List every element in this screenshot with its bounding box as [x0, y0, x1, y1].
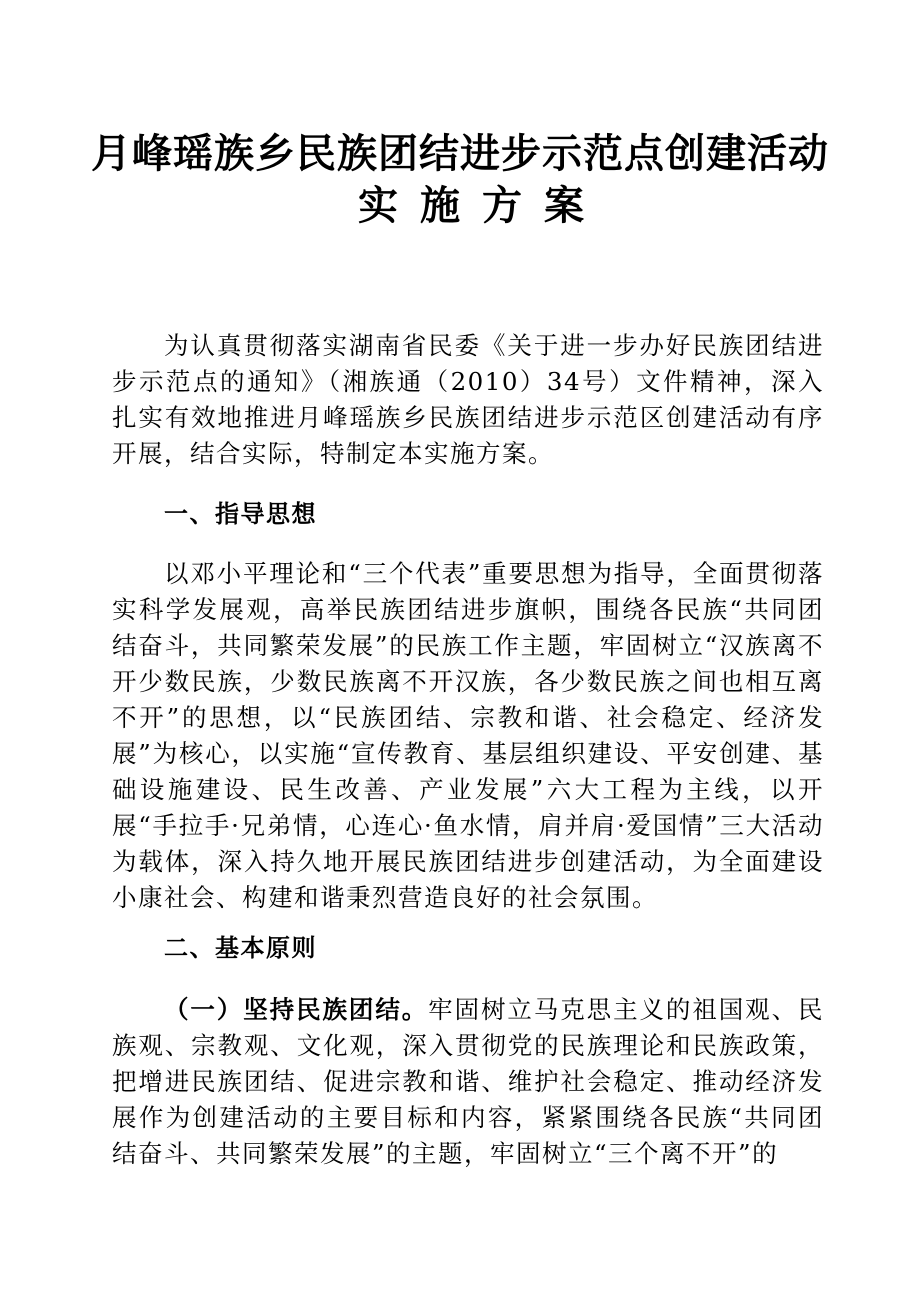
- principle-1-paragraph: [112, 992, 824, 1172]
- section-heading-guiding-ideology: 一、指导思想: [164, 500, 317, 528]
- document-title-line2: 实施方案: [358, 182, 606, 229]
- guiding-ideology-paragraph: 以邓小平理论和“三个代表”重要思想为指导，全面贯彻落实科学发展观，高举民族团结进步旗帜，围绕各民族“共同团结奋斗，共同繁荣发展”的民族工作主题，牢固树立“汉族离不开少数民族，少数民族离不开汉族，各少数民族之间也相互离不开”的思想，以“民族团结、宗教和谐、社会稳定、经济发展”为核心，以实施“宣传教育、基层组织建设、平安创建、基础设施建设、民生改善、产业发展”六大工程为主线，以开展“手拉手·兄弟情，心连心·鱼水情，肩并肩·爱国情”三大活动为载体，深入持久地开展民族团结进步创建活动，为全面建设小康社会、构建和谐秉烈营造良好的社会氛围。: [112, 559, 824, 912]
- document-title-line1: 月峰瑶族乡民族团结进步示范点创建活动: [91, 130, 829, 177]
- section-heading-basic-principles: 二、基本原则: [164, 934, 317, 962]
- principle-1-lead: （一）坚持民族团结。: [164, 995, 429, 1024]
- principle-1-body: 牢固树立马克思主义的祖国观、民族观、宗教观、文化观，深入贯彻党的民族理论和民族政策，把增进民族团结、促进宗教和谐、维护社会稳定、推动经济发展作为创建活动的主要目标和内容，紧紧围绕各民族“共同团结奋斗、共同繁荣发展”的主题，牢固树立“三个离不开”的: [112, 995, 825, 1168]
- intro-paragraph: 为认真贯彻落实湖南省民委《关于进一步办好民族团结进步示范点的通知》（湘族通（2010）34号）文件精神，深入扎实有效地推进月峰瑶族乡民族团结进步示范区创建活动有序开展，结合实际，特制定本实施方案。: [112, 331, 824, 468]
